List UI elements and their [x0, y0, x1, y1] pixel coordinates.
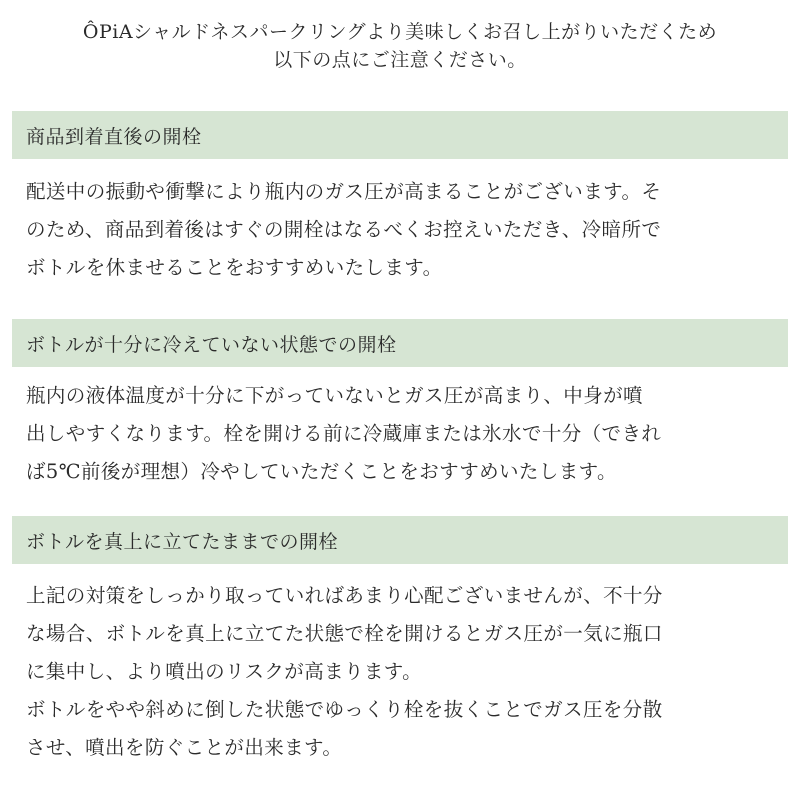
body-line: ボトルを休ませることをおすすめいたします。: [26, 256, 443, 279]
intro-line-1: ÔPiAシャルドネスパークリングより美味しくお召し上がりいただくため: [82, 21, 718, 43]
body-line: させ、噴出を防ぐことが出来ます。: [26, 736, 343, 759]
body-line: のため、商品到着後はすぐの開栓はなるべくお控えいただき、冷暗所で: [26, 218, 662, 241]
body-line: な場合、ボトルを真上に立てた状態で栓を開けるとガス圧が一気に瓶口: [26, 622, 663, 645]
section-body-upright-bottle: [26, 577, 786, 767]
section-heading-label: 商品到着直後の開栓: [26, 125, 202, 148]
body-line: 上記の対策をしっかり取っていればあまり心配ございませんが、不十分: [26, 584, 663, 607]
section-heading-label: ボトルを真上に立てたままでの開栓: [26, 530, 339, 553]
section-body-opening-after-arrival: [26, 173, 786, 287]
section-heading-label: ボトルが十分に冷えていない状態での開栓: [26, 333, 397, 356]
section-heading-not-chilled: [12, 319, 788, 367]
intro-line-2: 以下の点にご注意ください。: [273, 49, 527, 71]
body-line: 出しやすくなります。栓を開ける前に冷蔵庫または氷水で十分（できれ: [26, 422, 662, 445]
body-line: に集中し、より噴出のリスクが高まります。: [26, 660, 423, 683]
section-heading-upright-bottle: [12, 516, 788, 564]
intro-text: [0, 18, 800, 74]
body-line: 瓶内の液体温度が十分に下がっていないとガス圧が高まり、中身が噴: [26, 384, 643, 407]
body-line: ば5℃前後が理想）冷やしていただくことをおすすめいたします。: [26, 460, 617, 483]
section-heading-opening-after-arrival: [12, 111, 788, 159]
section-body-not-chilled: [26, 377, 786, 491]
body-line: 配送中の振動や衝撃により瓶内のガス圧が高まることがございます。そ: [26, 180, 662, 203]
body-line: ボトルをやや斜めに倒した状態でゆっくり栓を抜くことでガス圧を分散: [26, 698, 663, 721]
